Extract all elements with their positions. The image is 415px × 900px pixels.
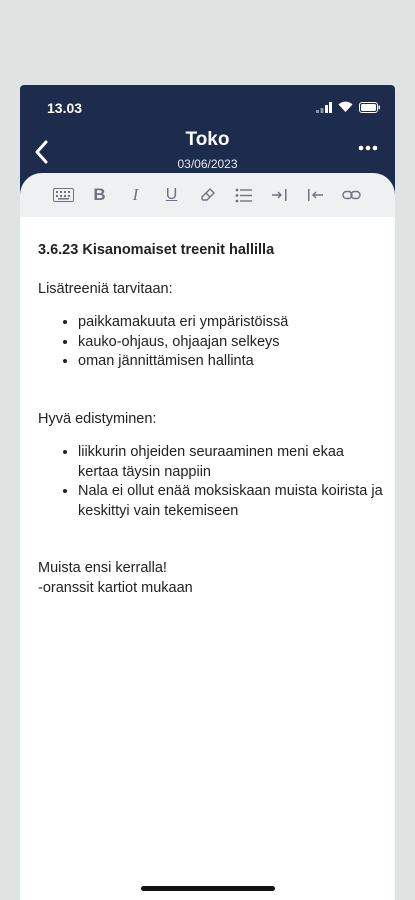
list-item: • paikkamakuuta eri ympäristöissä	[78, 313, 383, 333]
note-line: Muista ensi kerralla!	[38, 560, 167, 576]
note-date: 03/06/2023	[177, 157, 238, 171]
phone-screen	[20, 85, 395, 900]
bullet-list-icon[interactable]	[233, 184, 255, 206]
list-item: • kauko-ohjaus, ohjaajan selkeys	[78, 333, 383, 353]
more-options-icon[interactable]	[357, 143, 379, 153]
italic-button[interactable]	[125, 184, 147, 206]
indent-icon[interactable]	[269, 184, 291, 206]
bold-button[interactable]	[89, 184, 111, 206]
list-item: • liikkurin ohjeiden seuraaminen meni ekaa kertaa täysin nappiin	[78, 443, 383, 482]
note-title: Toko	[185, 129, 230, 150]
note-line: -oranssit kartiot mukaan	[38, 579, 193, 596]
outdent-icon[interactable]	[305, 184, 327, 206]
italic-icon: I	[132, 185, 139, 204]
signal-icon	[316, 102, 332, 113]
note-heading: 3.6.23 Kisanomaiset treenit hallilla	[38, 242, 275, 258]
home-indicator[interactable]	[141, 886, 275, 891]
eraser-icon[interactable]	[197, 184, 219, 206]
link-icon[interactable]	[341, 184, 363, 206]
bullet-list	[38, 443, 383, 521]
battery-icon	[359, 102, 381, 113]
status-time: 13.03	[47, 100, 83, 116]
wifi-icon	[338, 101, 353, 113]
formatting-toolbar	[20, 173, 395, 217]
list-item: • Nala ei ollut enää moksiskaan muista koirista ja keskittyi vain tekemiseen	[78, 482, 383, 521]
list-item: • oman jännittämisen hallinta	[78, 352, 383, 372]
section-title: Hyvä edistyminen:	[38, 410, 157, 427]
section-title: Lisätreeniä tarvitaan:	[38, 280, 173, 297]
note-editor[interactable]	[38, 241, 383, 598]
bold-icon: B	[93, 185, 106, 204]
underline-button[interactable]	[161, 184, 183, 206]
status-icons	[316, 101, 381, 113]
keyboard-icon[interactable]	[53, 184, 75, 206]
bullet-list	[38, 313, 383, 372]
underline-icon: U	[165, 186, 178, 203]
